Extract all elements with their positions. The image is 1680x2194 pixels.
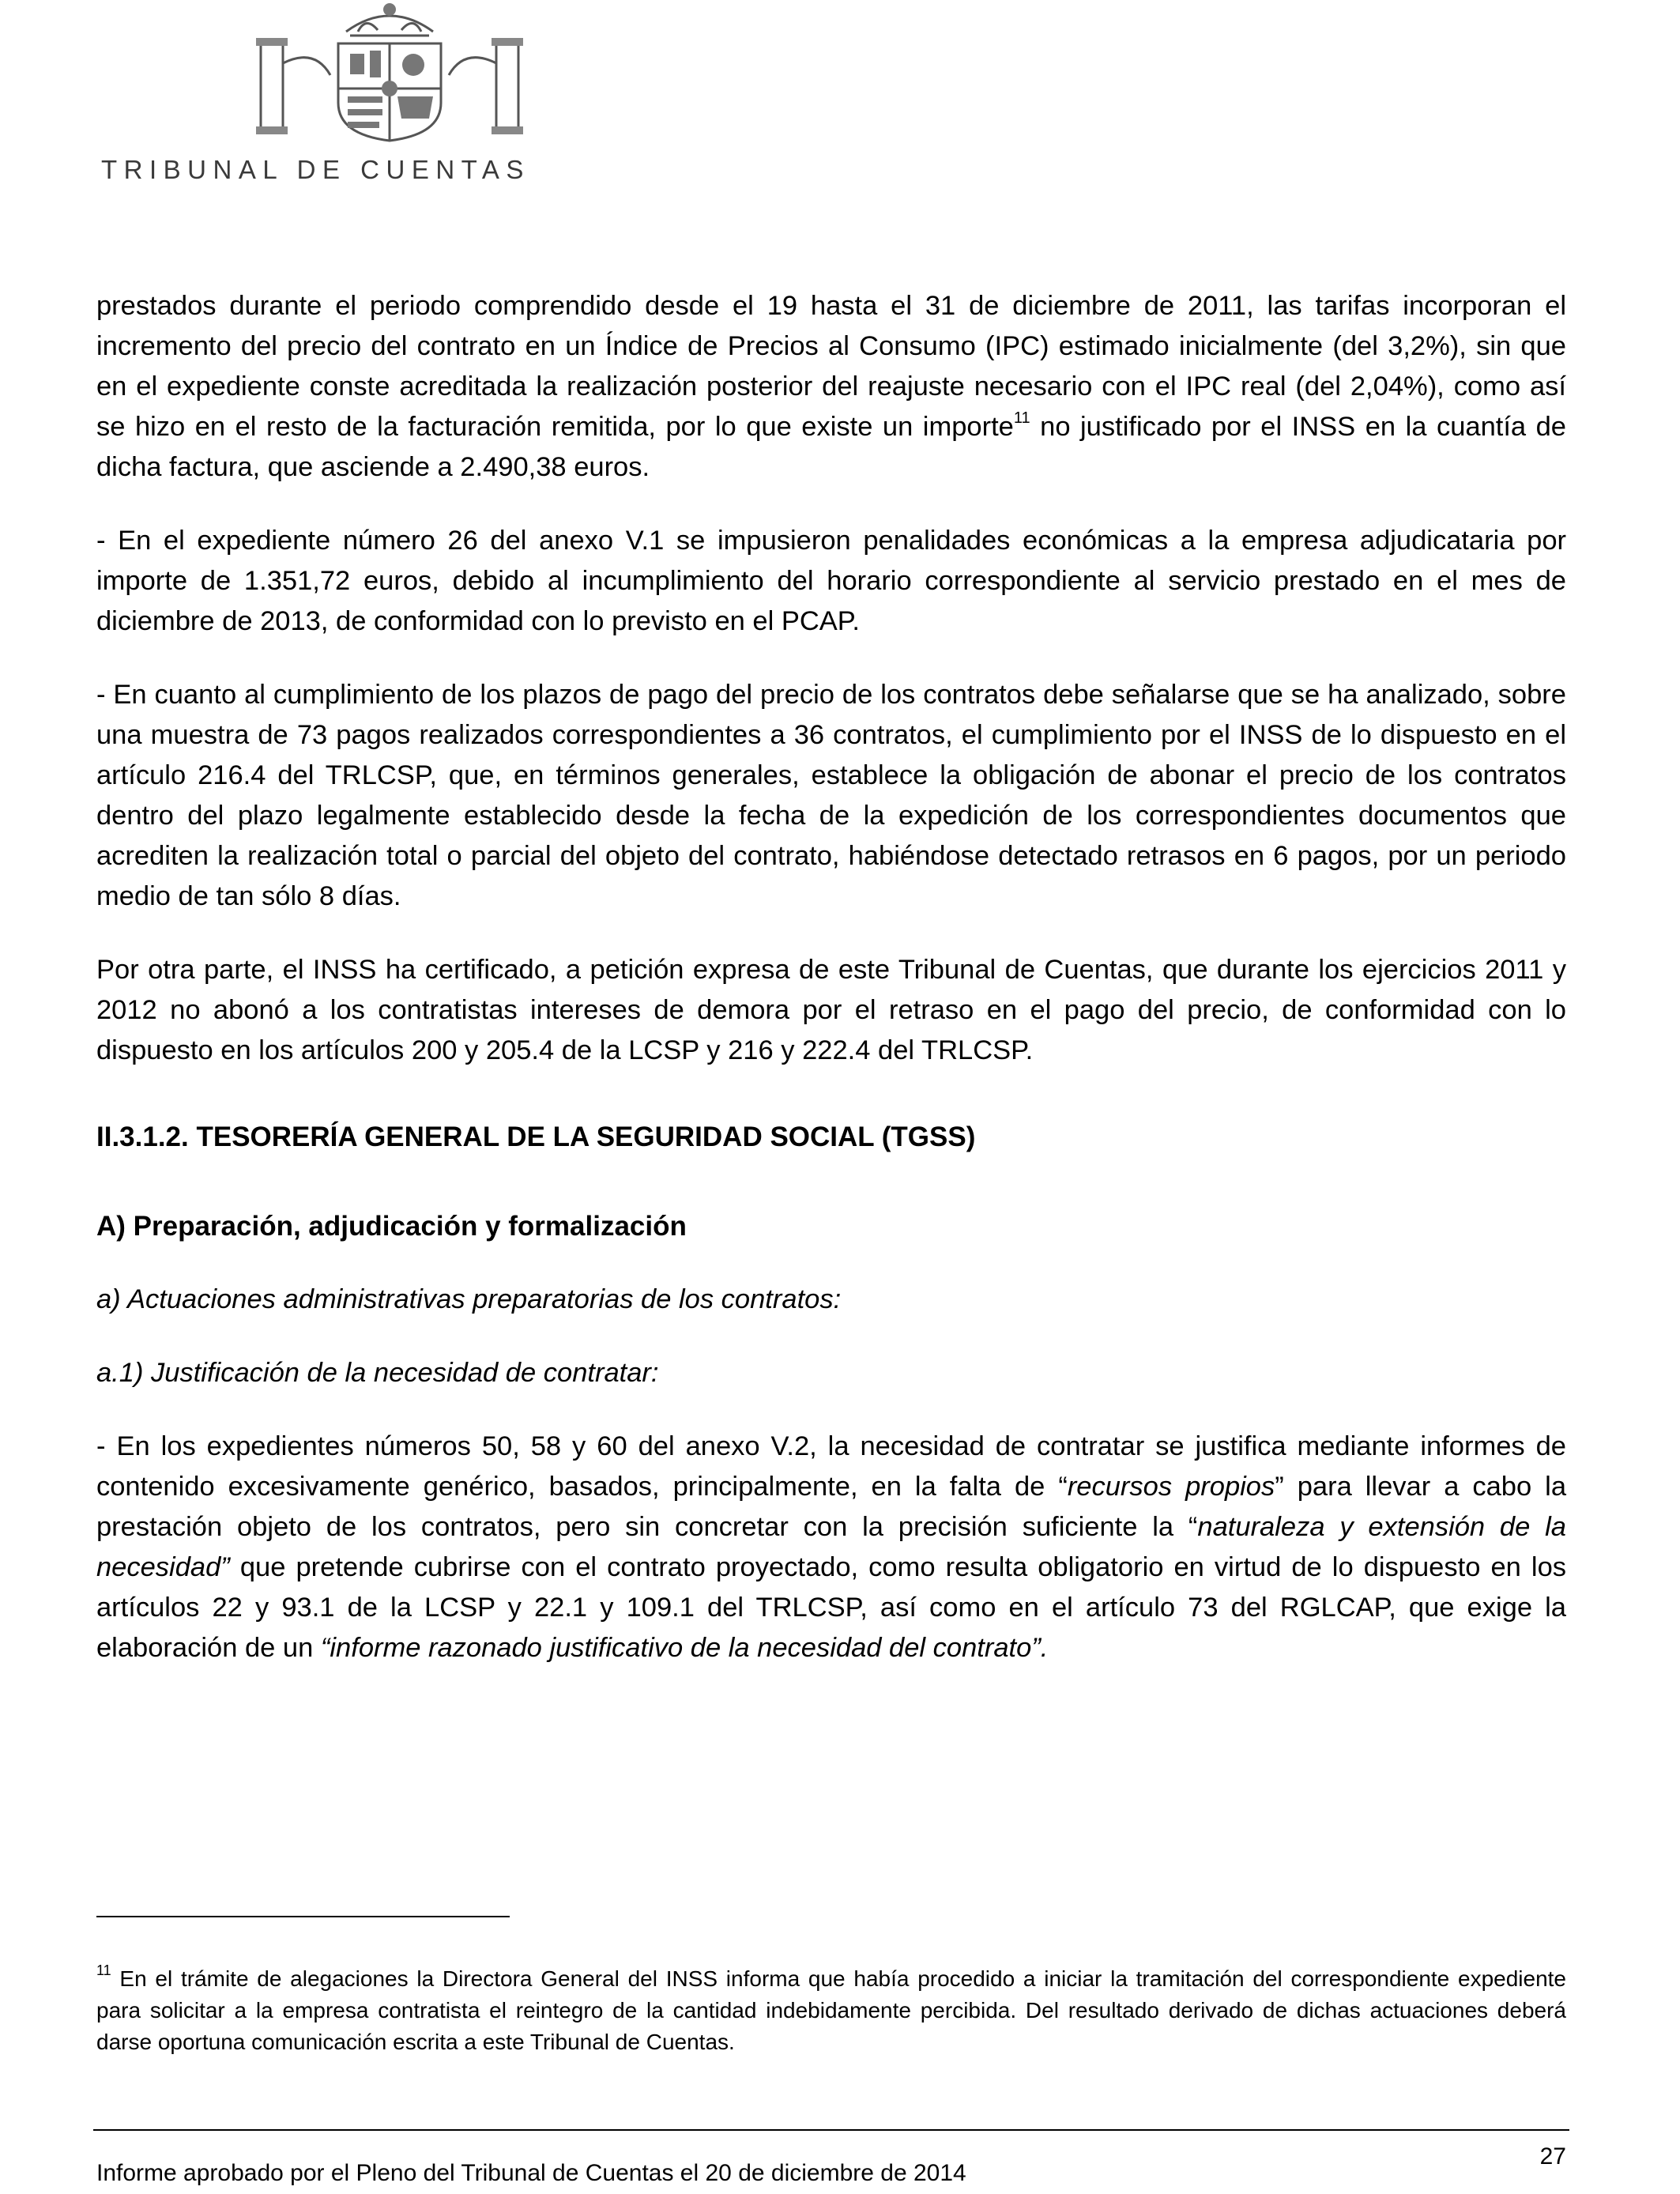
quoted-term: naturaleza y extensión de la necesidad” bbox=[96, 1512, 1566, 1582]
footnote-divider bbox=[96, 1916, 510, 1917]
footnote-number: 11 bbox=[96, 1962, 111, 1978]
section-heading: II.3.1.2. TESORERÍA GENERAL DE LA SEGURIDAD SOCIAL (TGSS) bbox=[96, 1122, 976, 1152]
paragraph-payment-terms: - En cuanto al cumplimiento de los plazos de pago del precio de los contratos debe señalarse que se ha analizado, sobre una muestra de 73 pagos realizados correspondientes a 36 contratos, el cumplimiento por el INSS de lo dispuesto en el artículo 216.4 del TRLCSP, que, en términos generales, establece la obligación de abonar el precio de los contratos dentro del plazo legalmente establecido desde la fecha de la expedición de los correspondientes documentos que acrediten la realización total o parcial del objeto del contrato, habiéndose detectado retrasos en 6 pagos, por un periodo medio de tan sólo 8 días. bbox=[96, 680, 1566, 911]
footnote-text: En el trámite de alegaciones la Directora General del INSS informa que había procedido a iniciar la tramitación del correspondiente expediente para solicitar a la empresa contratista el reintegro de la cantidad indebidamente percibida. Del resultado derivado de dichas actuaciones deberá darse oportuna comunicación escrita a este Tribunal de Cuentas. bbox=[96, 1966, 1566, 2054]
institution-name: TRIBUNAL DE CUENTAS bbox=[101, 155, 530, 184]
subsection-a1-title: a.1) Justificación de la necesidad de contratar: bbox=[96, 1358, 659, 1388]
quoted-term: recursos propios bbox=[1067, 1472, 1275, 1502]
page-number: 27 bbox=[1539, 2143, 1566, 2169]
paragraph-penalties: - En el expediente número 26 del anexo V.1 se impusieron penalidades económicas a la empresa adjudicataria por importe de 1.351,72 euros, debido al incumplimiento del horario correspondiente al servicio prestado en el mes de diciembre de 2013, de conformidad con lo previsto en el PCAP. bbox=[96, 526, 1566, 636]
paragraph-need-justification bbox=[96, 1427, 1566, 1668]
document-body bbox=[96, 286, 1566, 1702]
paragraph-text: no justificado por el INSS en la cuantía de dicha factura, que asciende a 2.490,38 euros. bbox=[96, 412, 1566, 482]
subsection-heading: A) Preparación, adjudicación y formalización bbox=[96, 1211, 687, 1242]
paragraph-text: ” para llevar a cabo la prestación objeto de los contratos, pero sin concretar con la precisión suficiente la “ bbox=[96, 1472, 1567, 1542]
footer-divider bbox=[93, 2129, 1569, 2131]
paragraph-late-interest: Por otra parte, el INSS ha certificado, a petición expresa de este Tribunal de Cuentas, que durante los ejercicios 2011 y 2012 no abonó a los contratistas intereses de demora por el retraso en el pago del precio, de conformidad con lo dispuesto en los artículos 200 y 205.4 de la LCSP y 216 y 222.4 del TRLCSP. bbox=[96, 955, 1566, 1065]
footer-approval-text: Informe aprobado por el Pleno del Tribunal de Cuentas el 20 de diciembre de 2014 bbox=[96, 2160, 966, 2186]
footnote-reference[interactable]: 11 bbox=[1013, 409, 1030, 427]
quoted-term: “informe razonado justificativo de la necesidad del contrato”. bbox=[320, 1633, 1049, 1663]
paragraph-text: que pretende cubrirse con el contrato proyectado, como resulta obligatorio en virtud de lo dispuesto en los artículos 22 y 93.1 de la LCSP y 22.1 y 109.1 del TRLCSP, así como en el artículo 73 del RGLCAP, que exige la elaboración de un bbox=[96, 1552, 1566, 1663]
subsection-a-title: a) Actuaciones administrativas preparatorias de los contratos: bbox=[96, 1284, 842, 1314]
footnote bbox=[96, 1963, 1566, 2058]
spain-coat-of-arms-icon bbox=[251, 0, 528, 142]
paragraph-tariffs bbox=[96, 286, 1566, 488]
paragraph-text: prestados durante el periodo comprendido desde el 19 hasta el 31 de diciembre de 2011, las tarifas incorporan el incremento del precio del contrato en un Índice de Precios al Consumo (IPC) estimado inicialmente (del 3,2%), sin que en el expediente conste acreditada la realización posterior del reajuste necesario con el IPC real (del 2,04%), como así se hizo en el resto de la facturación remitida, por lo que existe un importe bbox=[96, 291, 1566, 442]
paragraph-text: - En los expedientes números 50, 58 y 60 del anexo V.2, la necesidad de contratar se justifica mediante informes de contenido excesivamente genérico, basados, principalmente, en la falta de “ bbox=[96, 1431, 1566, 1502]
